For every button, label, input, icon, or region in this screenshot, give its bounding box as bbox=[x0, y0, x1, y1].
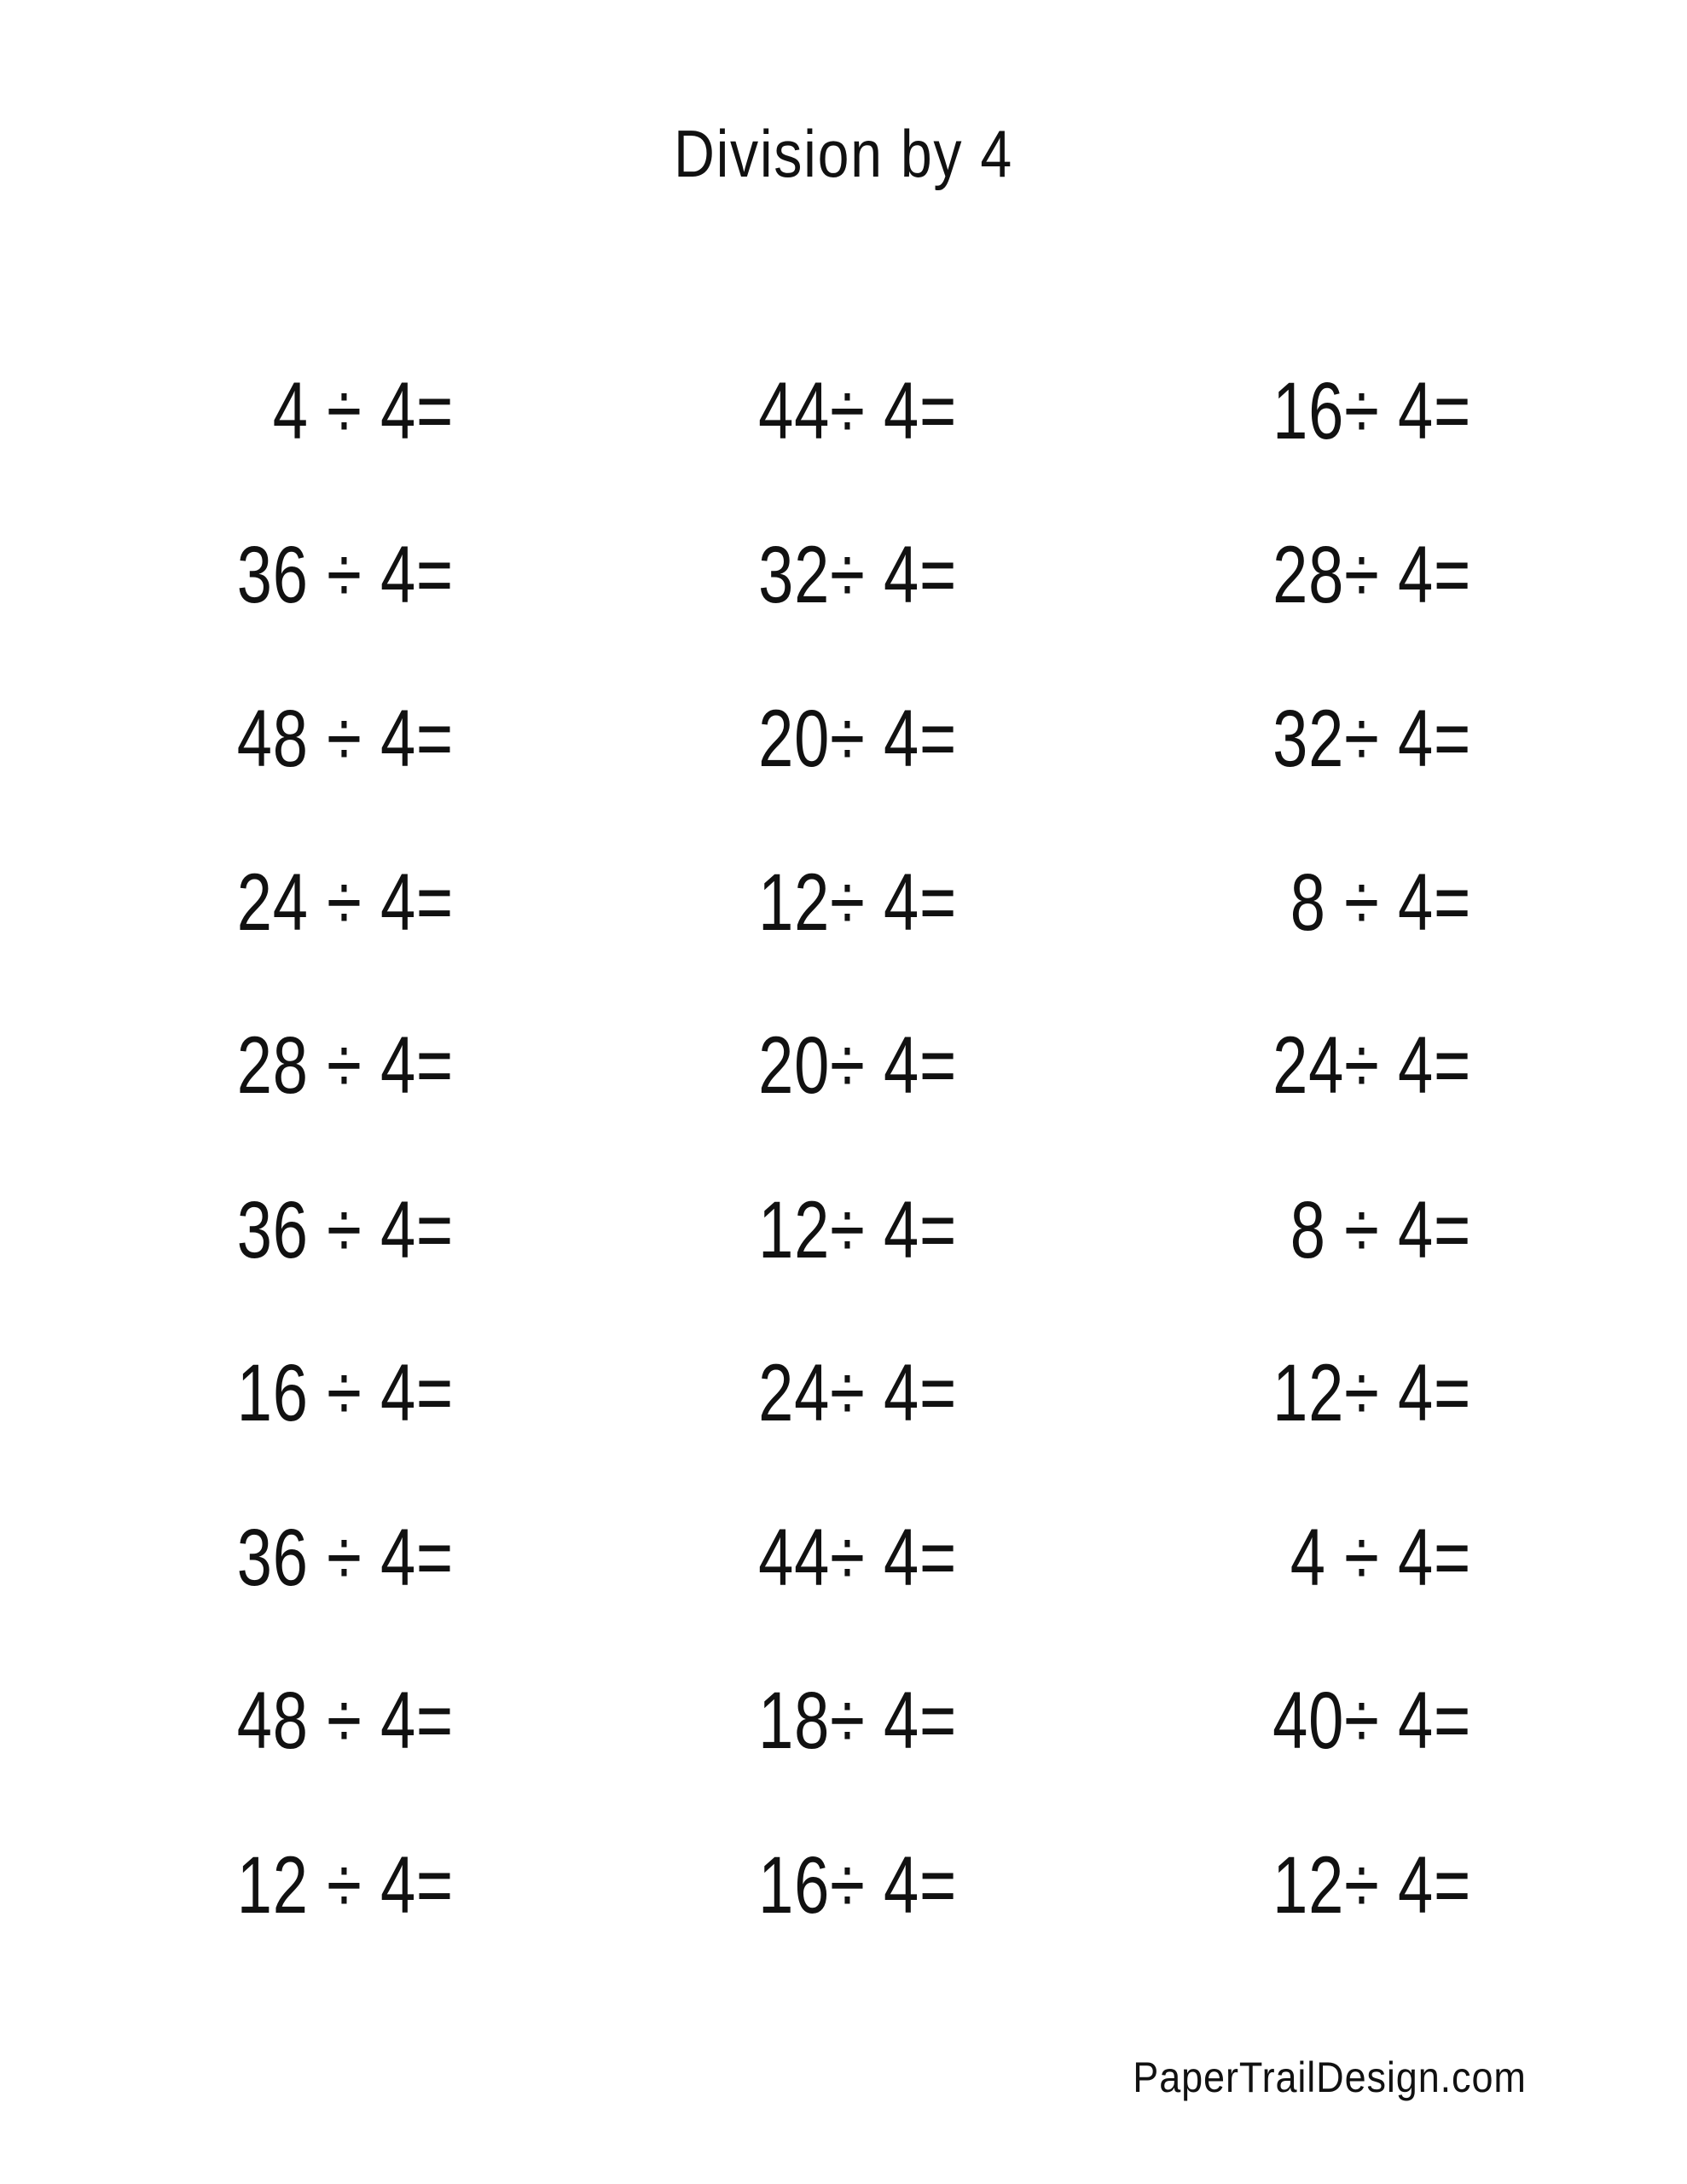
problem-cell: 8 ÷ 4= bbox=[1290, 857, 1471, 948]
problem-row bbox=[0, 515, 1687, 635]
problem-cell: 48 ÷ 4= bbox=[236, 1676, 454, 1766]
problem-cell: 16÷ 4= bbox=[758, 1840, 957, 1931]
problem-row bbox=[0, 1498, 1687, 1618]
problem-cell: 28÷ 4= bbox=[1272, 530, 1471, 620]
problem-row bbox=[0, 1006, 1687, 1125]
problem-cell: 44÷ 4= bbox=[758, 366, 957, 456]
footer-watermark: PaperTrailDesign.com bbox=[1133, 2053, 1527, 2101]
problem-cell: 16 ÷ 4= bbox=[236, 1348, 454, 1438]
problem-cell: 24÷ 4= bbox=[758, 1348, 957, 1438]
problem-cell: 12÷ 4= bbox=[1272, 1348, 1471, 1438]
problem-cell: 12÷ 4= bbox=[758, 857, 957, 948]
problem-row bbox=[0, 1661, 1687, 1780]
problem-cell: 36 ÷ 4= bbox=[236, 530, 454, 620]
problem-row bbox=[0, 843, 1687, 962]
problem-cell: 44÷ 4= bbox=[758, 1513, 957, 1603]
problem-cell: 36 ÷ 4= bbox=[236, 1513, 454, 1603]
problem-cell: 20÷ 4= bbox=[758, 694, 957, 784]
problem-cell: 16÷ 4= bbox=[1272, 366, 1471, 456]
problem-cell: 4 ÷ 4= bbox=[1290, 1513, 1471, 1603]
problem-row bbox=[0, 1170, 1687, 1290]
problem-cell: 32÷ 4= bbox=[758, 530, 957, 620]
problem-cell: 12÷ 4= bbox=[1272, 1840, 1471, 1931]
problem-cell: 12÷ 4= bbox=[758, 1185, 957, 1275]
problem-cell: 24 ÷ 4= bbox=[236, 857, 454, 948]
problem-cell: 20÷ 4= bbox=[758, 1020, 957, 1111]
problem-cell: 12 ÷ 4= bbox=[236, 1840, 454, 1931]
problem-cell: 8 ÷ 4= bbox=[1290, 1185, 1471, 1275]
problem-cell: 28 ÷ 4= bbox=[236, 1020, 454, 1111]
problem-cell: 36 ÷ 4= bbox=[236, 1185, 454, 1275]
problem-cell: 4 ÷ 4= bbox=[272, 366, 454, 456]
problem-row bbox=[0, 1333, 1687, 1453]
problem-row bbox=[0, 351, 1687, 471]
problem-cell: 18÷ 4= bbox=[758, 1676, 957, 1766]
problem-row bbox=[0, 1826, 1687, 1945]
problem-cell: 24÷ 4= bbox=[1272, 1020, 1471, 1111]
problem-cell: 32÷ 4= bbox=[1272, 694, 1471, 784]
problem-cell: 40÷ 4= bbox=[1272, 1676, 1471, 1766]
problem-cell: 48 ÷ 4= bbox=[236, 694, 454, 784]
problem-row bbox=[0, 679, 1687, 799]
page-title: Division by 4 bbox=[674, 116, 1013, 191]
